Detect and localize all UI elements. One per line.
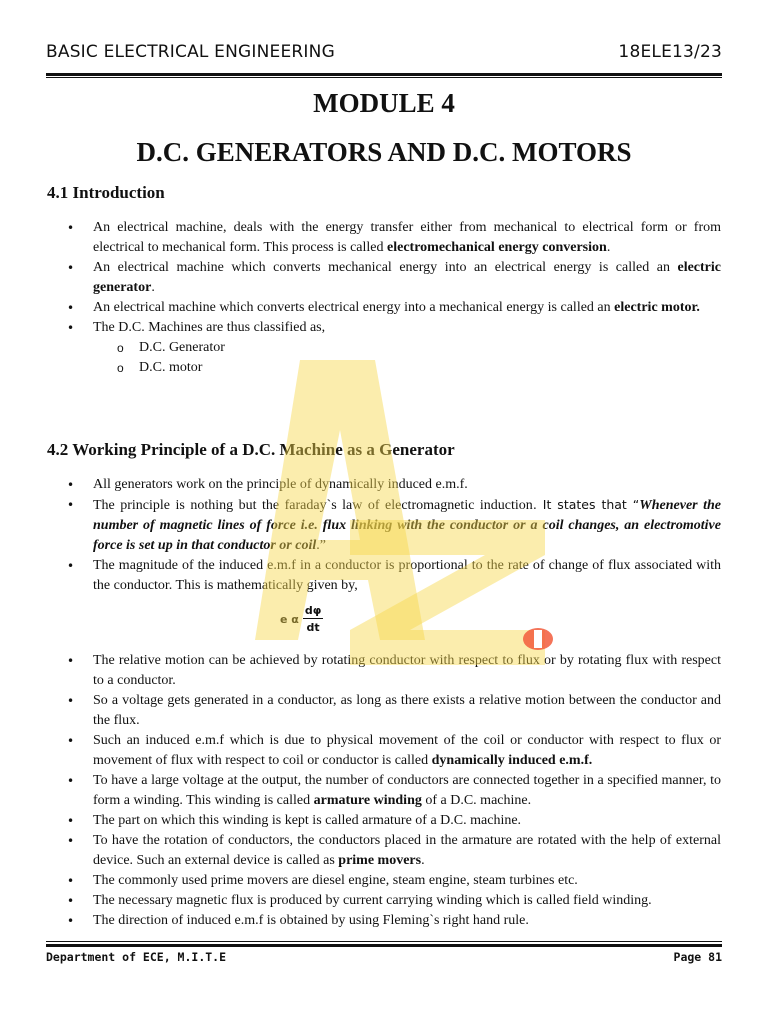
list-item: • The relative motion can be achieved by rotating conductor with respect to flux or by rotating flux with respect to a conductor.	[47, 651, 721, 691]
list-item: • The magnitude of the induced e.m.f in a conductor is proportional to the rate of change of flux associated with the conductor. This is mathematically given by,	[47, 556, 721, 596]
list-item: • To have a large voltage at the output, the number of conductors are connected together in a specified manner, to form a winding. This winding is called armature winding of a D.C. machine.	[47, 771, 721, 811]
formula-denominator: dt	[306, 621, 320, 634]
list-item: • The commonly used prime movers are diesel engine, steam engine, steam turbines etc.	[47, 871, 721, 891]
list-item: • All generators work on the principle of dynamically induced e.m.f.	[47, 475, 721, 495]
intro-bullet-list	[47, 218, 721, 378]
page-footer	[46, 950, 722, 964]
section-heading-intro: 4.1 Introduction	[47, 183, 165, 202]
principle-bullet-list-a	[47, 475, 721, 596]
formula-lhs: e α	[280, 612, 299, 626]
list-item: • So a voltage gets generated in a conductor, as long as there exists a relative motion between the conductor and the flux.	[47, 691, 721, 731]
emf-formula	[280, 604, 323, 634]
list-item: • The direction of induced e.m.f is obtained by using Fleming`s right hand rule.	[47, 911, 721, 931]
footer-rule	[46, 944, 722, 947]
list-item: • Such an induced e.m.f which is due to physical movement of the coil or conductor with respect to flux or movement of flux with respect to coil or conductor is called dynamically induced e.m.f.	[47, 731, 721, 771]
footer-rule-thin	[46, 941, 722, 942]
page-header	[46, 42, 722, 62]
sub-list-item: o D.C. Generator	[47, 338, 721, 358]
chapter-title: D.C. GENERATORS AND D.C. MOTORS	[136, 137, 632, 167]
list-item: • The principle is nothing but the faraday`s law of electromagnetic induction. It states that “Whenever the number of magnetic lines of force i.e. flux linking with the conductor or a coil changes, an electromotive force is set up in that conductor or coil.”	[47, 495, 721, 556]
list-item: • An electrical machine which converts electrical energy into a mechanical energy is called an electric motor.	[47, 298, 721, 318]
list-item: • An electrical machine which converts mechanical energy into an electrical energy is called an electric generator.	[47, 258, 721, 298]
header-rule-thin	[46, 77, 722, 78]
module-title: MODULE 4	[313, 88, 455, 118]
section-heading-working-principle: 4.2 Working Principle of a D.C. Machine as a Generator	[47, 440, 455, 459]
header-rule	[46, 73, 722, 76]
list-item: • An electrical machine, deals with the energy transfer either from mechanical to electrical form or from electrical to mechanical form. This process is called electromechanical energy conversion.	[47, 218, 721, 258]
list-item: • The necessary magnetic flux is produced by current carrying winding which is called field winding.	[47, 891, 721, 911]
list-item: • The part on which this winding is kept is called armature of a D.C. machine.	[47, 811, 721, 831]
header-course-code: 18ELE13/23	[618, 42, 722, 62]
sub-list-item: o D.C. motor	[47, 358, 721, 378]
list-item: • The D.C. Machines are thus classified as,	[47, 318, 721, 338]
footer-department: Department of ECE, M.I.T.E	[46, 950, 227, 964]
footer-page-number: Page 81	[673, 950, 722, 964]
formula-fraction	[303, 604, 323, 634]
principle-bullet-list-b	[47, 651, 721, 931]
formula-numerator: dφ	[304, 604, 322, 617]
list-item: • To have the rotation of conductors, the conductors placed in the armature are rotated with the help of external device. Such an external device is called as prime movers.	[47, 831, 721, 871]
header-course-title: BASIC ELECTRICAL ENGINEERING	[46, 42, 335, 62]
